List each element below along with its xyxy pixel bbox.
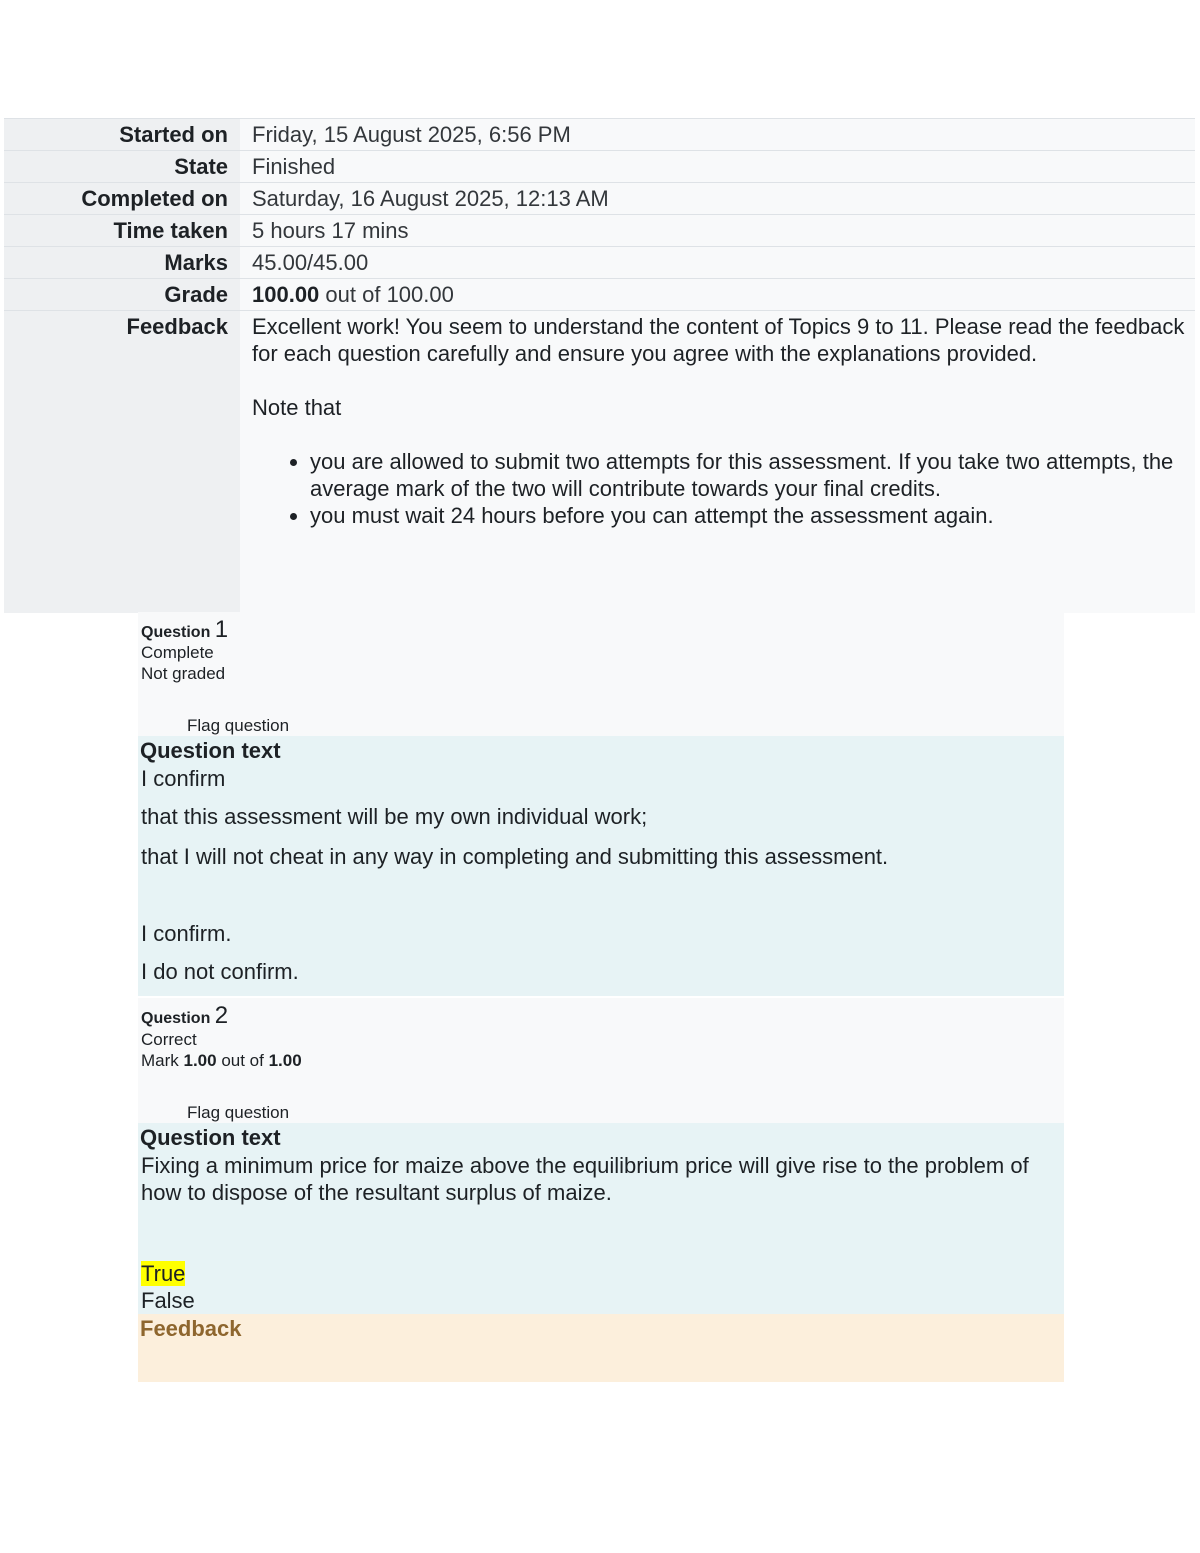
- question-1-grade: Not graded: [141, 664, 226, 683]
- question-1-info: [138, 612, 1064, 736]
- time-taken-value: 5 hours 17 mins: [240, 215, 1195, 247]
- marks-value: 45.00/45.00: [240, 247, 1195, 279]
- state-label: State: [4, 151, 240, 183]
- grade-score: 100.00: [252, 282, 320, 307]
- feedback-paragraph: Excellent work! You seem to understand the content of Topics 9 to 11. Please read the feedback for each question carefully and ensure you agree with the explanations provided.: [252, 314, 1185, 366]
- question-1-option-not-confirm[interactable]: I do not confirm.: [141, 959, 299, 984]
- question-2-status: Correct: [141, 1030, 197, 1049]
- completed-on-label: Completed on: [4, 183, 240, 215]
- started-on-value: Friday, 15 August 2025, 6:56 PM: [240, 119, 1195, 151]
- question-2-feedback-heading: Feedback: [140, 1316, 242, 1341]
- question-1-option-confirm[interactable]: I confirm.: [141, 921, 232, 946]
- question-1-line: that I will not cheat in any way in completing and submitting this assessment.: [141, 844, 889, 869]
- summary-row-started: [4, 119, 1195, 151]
- grade-label: Grade: [4, 279, 240, 311]
- grade-max: out of 100.00: [319, 282, 454, 307]
- summary-row-completed: [4, 183, 1195, 215]
- state-value: Finished: [240, 151, 1195, 183]
- question-1-flag-link[interactable]: Flag question: [187, 716, 290, 735]
- summary-row-grade: [4, 279, 1195, 311]
- question-2-content: [138, 1123, 1064, 1314]
- question-2-info: [138, 998, 1064, 1123]
- question-2-line: Fixing a minimum price for maize above the equilibrium price will give rise to the problem of: [141, 1153, 1029, 1178]
- summary-row-feedback: [4, 311, 1195, 614]
- summary-row-marks: [4, 247, 1195, 279]
- time-taken-label: Time taken: [4, 215, 240, 247]
- question-1-line: I confirm: [141, 766, 226, 791]
- question-2-mark: Mark 1.00 out of 1.00: [141, 1051, 302, 1070]
- marks-label: Marks: [4, 247, 240, 279]
- completed-on-value: Saturday, 16 August 2025, 12:13 AM: [240, 183, 1195, 215]
- question-2-feedback: [138, 1314, 1064, 1382]
- feedback-note: Note that: [252, 395, 342, 420]
- feedback-label: Feedback: [4, 311, 240, 614]
- summary-row-state: [4, 151, 1195, 183]
- question-2-option-false[interactable]: False: [141, 1288, 195, 1313]
- question-2-flag-link[interactable]: Flag question: [187, 1103, 290, 1122]
- feedback-bullet: • you are allowed to submit two attempts for this assessment. If you take two attempts, the average mark of the two will contribute towards your final credits.: [310, 448, 1195, 502]
- question-1-content: [138, 736, 1064, 996]
- question-1-status: Complete: [141, 643, 214, 662]
- question-2-option-true-label: True: [141, 1261, 186, 1286]
- feedback-bullet: • you must wait 24 hours before you can attempt the assessment again.: [310, 502, 1195, 529]
- question-2-text-heading: Question text: [140, 1125, 281, 1150]
- question-1-text-heading: Question text: [140, 738, 281, 763]
- summary-row-time: [4, 215, 1195, 247]
- question-2-line: how to dispose of the resultant surplus of maize.: [141, 1180, 612, 1205]
- question-1-line: that this assessment will be my own individual work;: [141, 804, 648, 829]
- attempt-summary-table: [4, 118, 1195, 613]
- feedback-value: [240, 311, 1195, 614]
- question-2-number: Question 2: [141, 1002, 229, 1029]
- started-on-label: Started on: [4, 119, 240, 151]
- question-1-number: Question 1: [141, 616, 229, 643]
- grade-value: [240, 279, 1195, 311]
- feedback-list: [252, 448, 1195, 529]
- question-2-option-true[interactable]: [141, 1260, 185, 1287]
